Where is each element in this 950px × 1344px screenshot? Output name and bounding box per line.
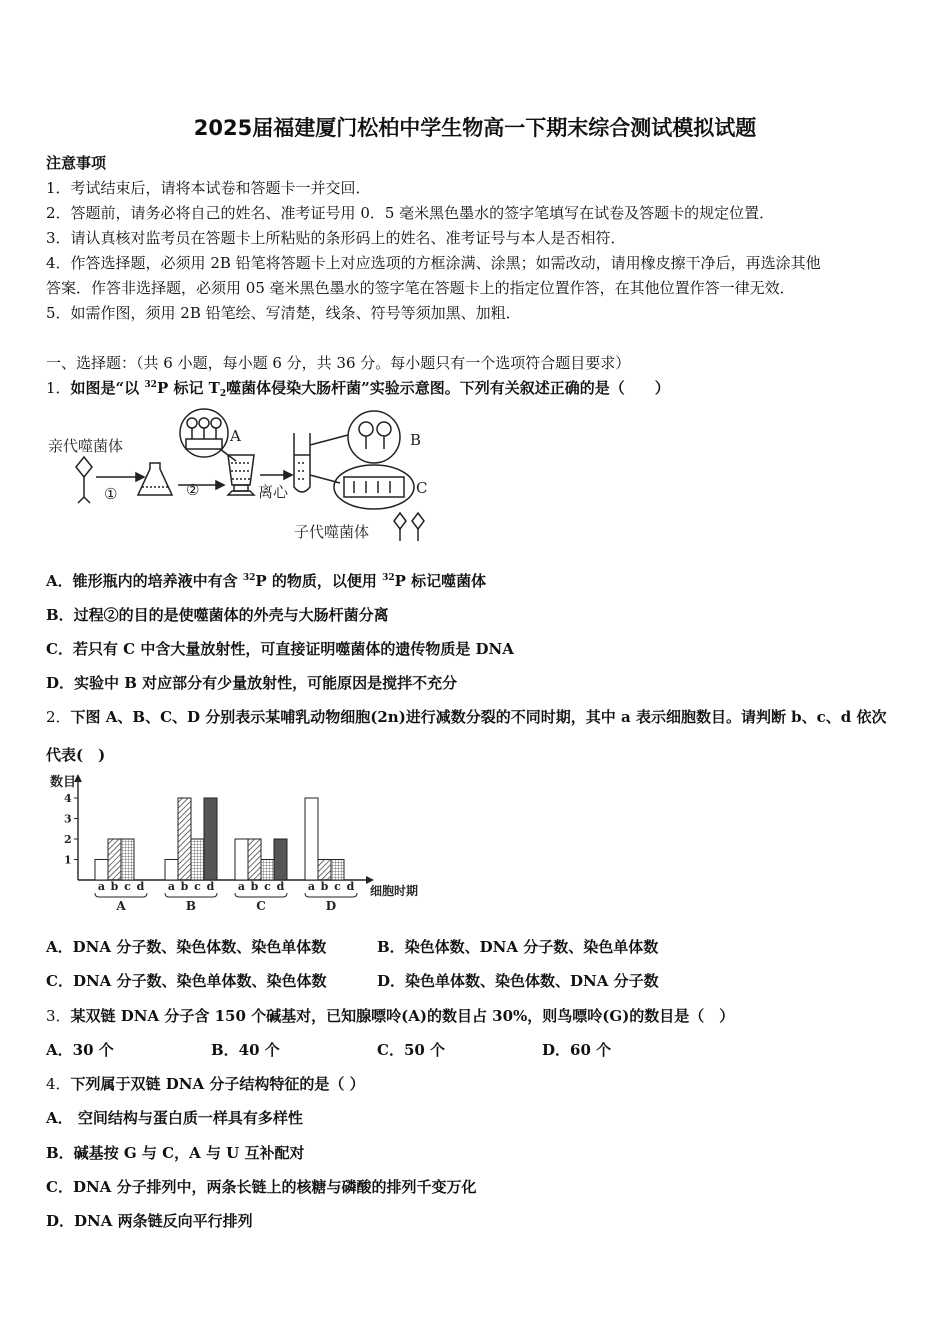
question-number: 4． bbox=[46, 1075, 71, 1093]
bar-label: a bbox=[97, 880, 106, 893]
bar-label: b bbox=[320, 880, 329, 893]
y-tick-label: 3 bbox=[64, 812, 72, 826]
note-item: 答案．作答非选择题，必须用 05 毫米黑色墨水的签字笔在答题卡上的指定位置作答，在其他位置作答一律无效． bbox=[46, 279, 795, 297]
section-heading: 一、选择题：（共 6 小题，每小题 6 分，共 36 分。每小题只有一个选项符合题目要求） bbox=[46, 354, 631, 372]
stem-part: P 标记 T bbox=[156, 379, 220, 397]
chart-bars bbox=[95, 798, 344, 880]
subscript: 2 bbox=[219, 389, 227, 399]
x-axis-arrow bbox=[366, 876, 374, 884]
question-4-option-b[interactable]: B．碱基按 G 与 C，A 与 U 互补配对 bbox=[46, 1144, 305, 1162]
stem-part: 如图是“以 bbox=[70, 379, 145, 397]
bar-label: d bbox=[346, 880, 355, 893]
question-2-stem bbox=[46, 706, 887, 727]
bar-A-a bbox=[95, 860, 108, 881]
group-brace bbox=[305, 893, 357, 897]
bar-label: b bbox=[180, 880, 189, 893]
bar-label: a bbox=[307, 880, 316, 893]
note-item: 3．请认真核对监考员在答题卡上所粘贴的条形码上的姓名、准考证号与本人是否相符． bbox=[46, 229, 626, 247]
bar-D-c bbox=[331, 860, 344, 881]
question-2-option-d[interactable]: D．染色单体数、染色体数、DNA 分子数 bbox=[377, 972, 659, 990]
question-3-option-d[interactable]: D．60 个 bbox=[542, 1041, 612, 1059]
group-brace bbox=[95, 893, 147, 897]
group-label: B bbox=[185, 899, 197, 912]
label-step-1: ① bbox=[104, 485, 118, 503]
group-brace bbox=[165, 893, 217, 897]
y-tick-label: 1 bbox=[64, 853, 72, 867]
question-3-option-a[interactable]: A．30 个 bbox=[46, 1041, 114, 1059]
supernatant-circle bbox=[348, 411, 400, 463]
label-c: C bbox=[416, 479, 428, 497]
bar-label: c bbox=[194, 880, 201, 893]
bar-label: d bbox=[136, 880, 145, 893]
note-item: 1．考试结束后，请将本试卷和答题卡一并交回． bbox=[46, 179, 371, 197]
question-4-stem bbox=[46, 1073, 365, 1094]
group-brace bbox=[235, 893, 287, 897]
question-1-option-a[interactable] bbox=[46, 570, 486, 591]
superscript: 32 bbox=[144, 380, 157, 390]
group-label: A bbox=[116, 899, 126, 912]
option-text: P 的物质，以便用 bbox=[255, 572, 383, 590]
bar-label: c bbox=[264, 880, 271, 893]
bar-D-a bbox=[305, 798, 318, 880]
page-title: 2025届福建厦门松柏中学生物高一下期末综合测试模拟试题 bbox=[193, 116, 757, 140]
question-1-option-b[interactable]: B．过程②的目的是使噬菌体的外壳与大肠杆菌分离 bbox=[46, 606, 389, 624]
bar-C-a bbox=[235, 839, 248, 880]
label-a: A bbox=[230, 427, 241, 445]
question-3-option-c[interactable]: C．50 个 bbox=[377, 1041, 446, 1059]
question-4-option-d[interactable]: D．DNA 两条链反向平行排列 bbox=[46, 1212, 253, 1230]
label-centrifuge: 离心 bbox=[258, 483, 289, 501]
option-text: A．锥形瓶内的培养液中有含 bbox=[46, 572, 243, 590]
chart-ylabel: 数目 bbox=[50, 775, 77, 790]
bar-B-b bbox=[178, 798, 191, 880]
bar-label: b bbox=[250, 880, 259, 893]
question-3-option-b[interactable]: B．40 个 bbox=[211, 1041, 280, 1059]
precipitate-circle bbox=[334, 465, 414, 509]
bar-B-a bbox=[165, 860, 178, 881]
label-b: B bbox=[410, 431, 422, 449]
label-step-2: ② bbox=[186, 481, 200, 499]
bar-B-c bbox=[191, 839, 204, 880]
bar-label: d bbox=[276, 880, 285, 893]
bar-label: c bbox=[124, 880, 131, 893]
y-tick-label: 4 bbox=[64, 792, 72, 805]
phage-experiment-diagram bbox=[44, 405, 444, 550]
question-4-option-c[interactable]: C．DNA 分子排列中，两条长链上的核糖与磷酸的排列千变万化 bbox=[46, 1178, 477, 1196]
bar-label: b bbox=[110, 880, 119, 893]
parent-phage-icon bbox=[76, 457, 92, 477]
label-offspring-phage: 子代噬菌体 bbox=[294, 523, 370, 541]
group-label: C bbox=[256, 899, 266, 912]
bar-D-b bbox=[318, 860, 331, 881]
superscript: 32 bbox=[242, 573, 256, 583]
bar-label: a bbox=[237, 880, 246, 893]
option-text: P 标记噬菌体 bbox=[394, 572, 487, 590]
question-1-stem bbox=[46, 377, 670, 398]
question-number: 3． bbox=[46, 1007, 71, 1025]
superscript: 32 bbox=[382, 573, 395, 583]
stem-part: 某双链 DNA 分子含 150 个碱基对，已知腺嘌呤(A)的数目占 30%，则鸟嘌呤(G)的数目是（ ） bbox=[70, 1007, 735, 1025]
question-number: 1． bbox=[46, 379, 71, 397]
bar-C-c bbox=[261, 860, 274, 881]
question-2-option-a[interactable]: A．DNA 分子数、染色体数、染色单体数 bbox=[46, 938, 327, 956]
notes-heading: 注意事项 bbox=[46, 154, 107, 172]
note-item: 5．如需作图，须用 2B 铅笔绘、写清楚，线条、符号等须加黑、加粗． bbox=[46, 304, 521, 322]
cell-count-chart bbox=[44, 772, 444, 912]
question-3-stem bbox=[46, 1005, 734, 1026]
bar-label: c bbox=[334, 880, 341, 893]
stem-part: 下列属于双链 DNA 分子结构特征的是（ ） bbox=[70, 1075, 365, 1093]
bar-label: a bbox=[167, 880, 176, 893]
question-4-option-a[interactable]: A． 空间结构与蛋白质一样具有多样性 bbox=[46, 1109, 303, 1127]
question-2-option-b[interactable]: B．染色体数、DNA 分子数、染色单体数 bbox=[377, 938, 659, 956]
chart-xlabel: 细胞时期 bbox=[370, 884, 419, 898]
question-1-option-c[interactable]: C．若只有 C 中含大量放射性，可直接证明噬菌体的遗传物质是 DNA bbox=[46, 640, 514, 658]
note-item: 4．作答选择题，必须用 2B 铅笔将答题卡上对应选项的方框涂满、涂黑；如需改动，请用橡皮擦干净后，再选涂其他 bbox=[46, 254, 821, 272]
bar-A-c bbox=[121, 839, 134, 880]
group-label: D bbox=[325, 899, 337, 912]
question-number: 2． bbox=[46, 708, 71, 726]
bar-label: d bbox=[206, 880, 215, 893]
bar-C-b bbox=[248, 839, 261, 880]
blender-cup-icon bbox=[228, 455, 254, 485]
bar-A-b bbox=[108, 839, 121, 880]
note-item: 2．答题前，请务必将自己的姓名、准考证号用 0．5 毫米黑色墨水的签字笔填写在试卷及答题卡的规定位置． bbox=[46, 204, 775, 222]
flask-icon bbox=[138, 463, 172, 495]
bar-C-d bbox=[274, 839, 287, 880]
question-2-option-c[interactable]: C．DNA 分子数、染色单体数、染色体数 bbox=[46, 972, 327, 990]
y-tick-label: 2 bbox=[64, 833, 72, 846]
question-1-option-d[interactable]: D．实验中 B 对应部分有少量放射性，可能原因是搅拌不充分 bbox=[46, 674, 458, 692]
label-parent-phage: 亲代噬菌体 bbox=[48, 437, 124, 455]
bar-B-d bbox=[204, 798, 217, 880]
stem-part: 下图 A、B、C、D 分别表示某哺乳动物细胞(2n)进行减数分裂的不同时期，其中 a 表示细胞数目。请判断 b、c、d 依次 bbox=[70, 708, 887, 726]
offspring-phage-icon bbox=[394, 513, 406, 529]
stem-part: 噬菌体侵染大肠杆菌”实验示意图。下列有关叙述正确的是（ ） bbox=[226, 379, 670, 397]
question-2-stem-cont: 代表( ) bbox=[46, 746, 106, 764]
